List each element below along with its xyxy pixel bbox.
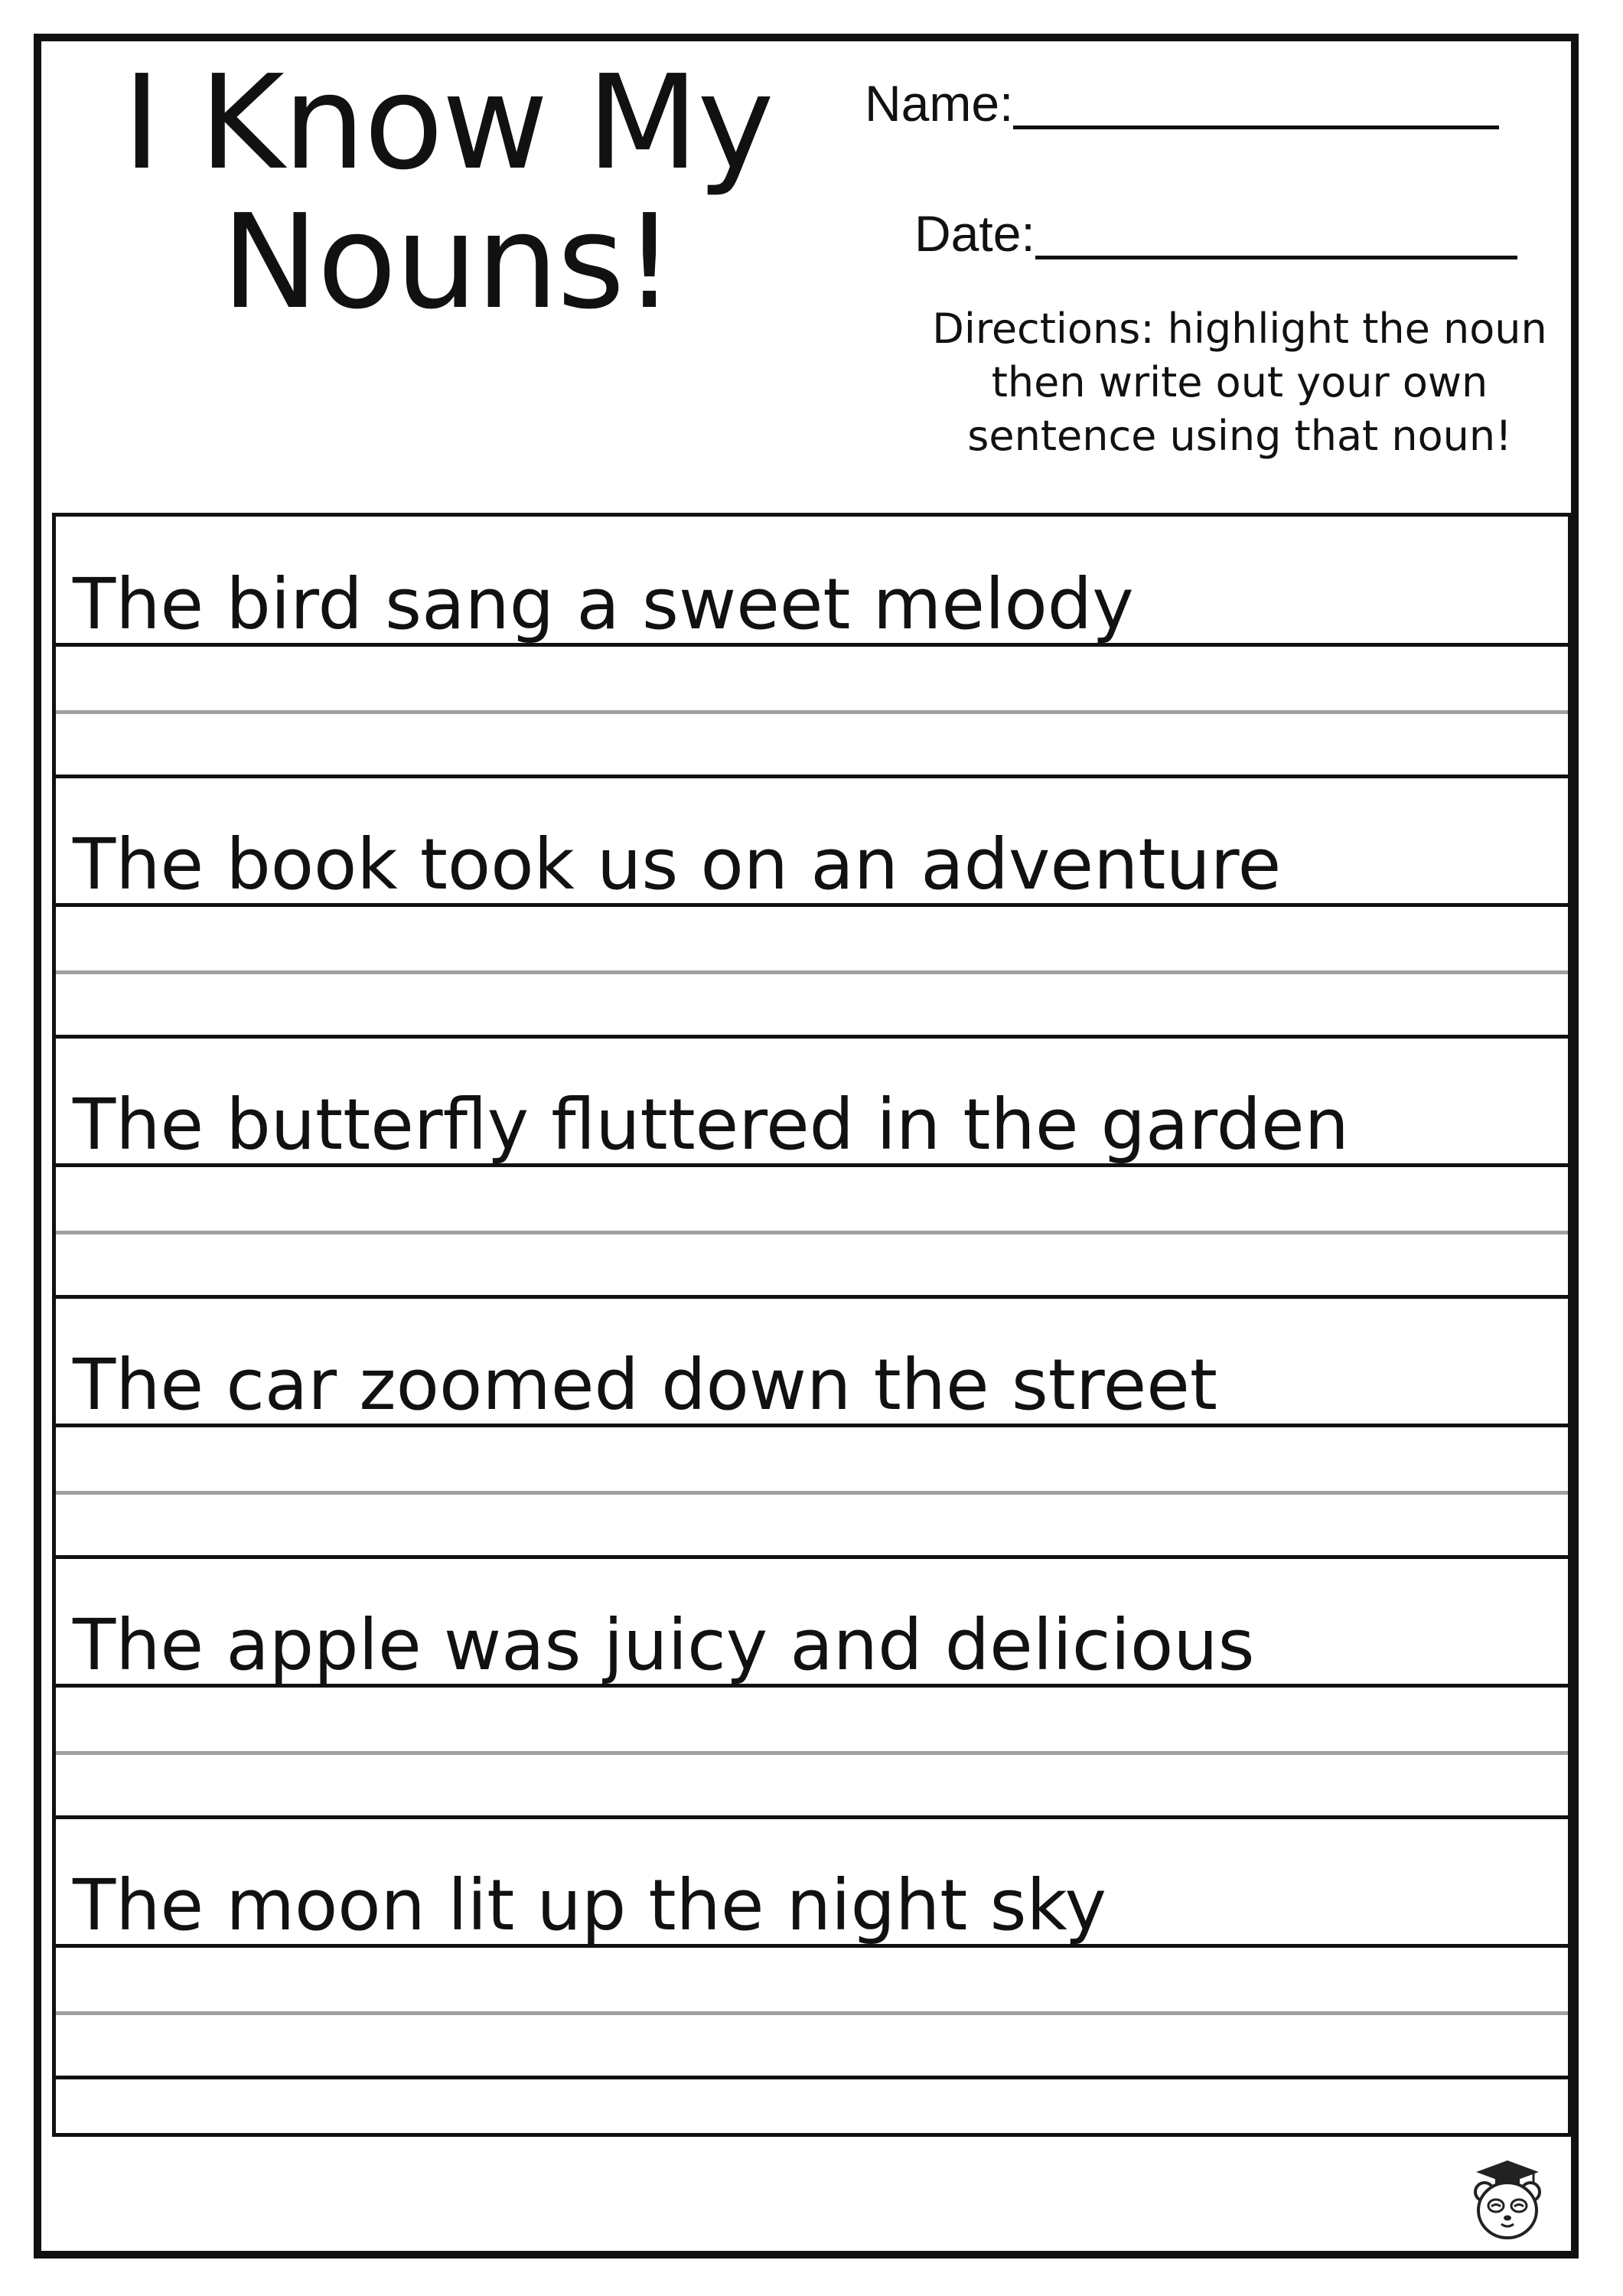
base-rule <box>56 903 1568 907</box>
date-write-line[interactable] <box>1035 256 1517 259</box>
panda-graduation-cap-icon <box>1469 2158 1546 2242</box>
title-line-1: I Know My <box>122 47 773 199</box>
directions-text: Directions: highlight the noun then write out your own sentence using that noun! <box>932 305 1547 460</box>
date-label: Date: <box>914 205 1035 262</box>
mid-rule <box>56 1231 1568 1234</box>
sentence-row <box>56 1557 1568 1818</box>
sentence-text: The butterfly fluttered in the garden <box>73 1084 1349 1166</box>
base-rule <box>56 1684 1568 1688</box>
sentence-box <box>52 513 1572 2137</box>
mid-rule <box>56 710 1568 714</box>
date-field[interactable] <box>914 203 1517 264</box>
sentence-row <box>56 777 1568 1037</box>
sentence-row <box>56 517 1568 777</box>
mid-rule <box>56 2011 1568 2015</box>
base-rule <box>56 1424 1568 1427</box>
name-label: Name: <box>865 75 1014 132</box>
sentence-row <box>56 1297 1568 1557</box>
base-rule <box>56 643 1568 647</box>
bottom-rule <box>56 2076 1568 2079</box>
sentence-text: The apple was juicy and delicious <box>73 1604 1255 1686</box>
title-line-2: Nouns! <box>221 187 674 338</box>
base-rule <box>56 1163 1568 1167</box>
name-write-line[interactable] <box>1013 126 1499 129</box>
mid-rule <box>56 1491 1568 1495</box>
mid-rule <box>56 1751 1568 1755</box>
sentence-text: The moon lit up the night sky <box>73 1864 1106 1946</box>
name-field[interactable] <box>865 73 1499 134</box>
sentence-text: The bird sang a sweet melody <box>73 563 1134 645</box>
sentence-row <box>56 1037 1568 1297</box>
mid-rule <box>56 970 1568 974</box>
base-rule <box>56 1944 1568 1948</box>
worksheet-title <box>54 47 842 338</box>
sentence-text: The book took us on an adventure <box>73 823 1282 905</box>
sentence-text: The car zoomed down the street <box>73 1344 1217 1426</box>
sentence-row <box>56 1818 1568 2078</box>
